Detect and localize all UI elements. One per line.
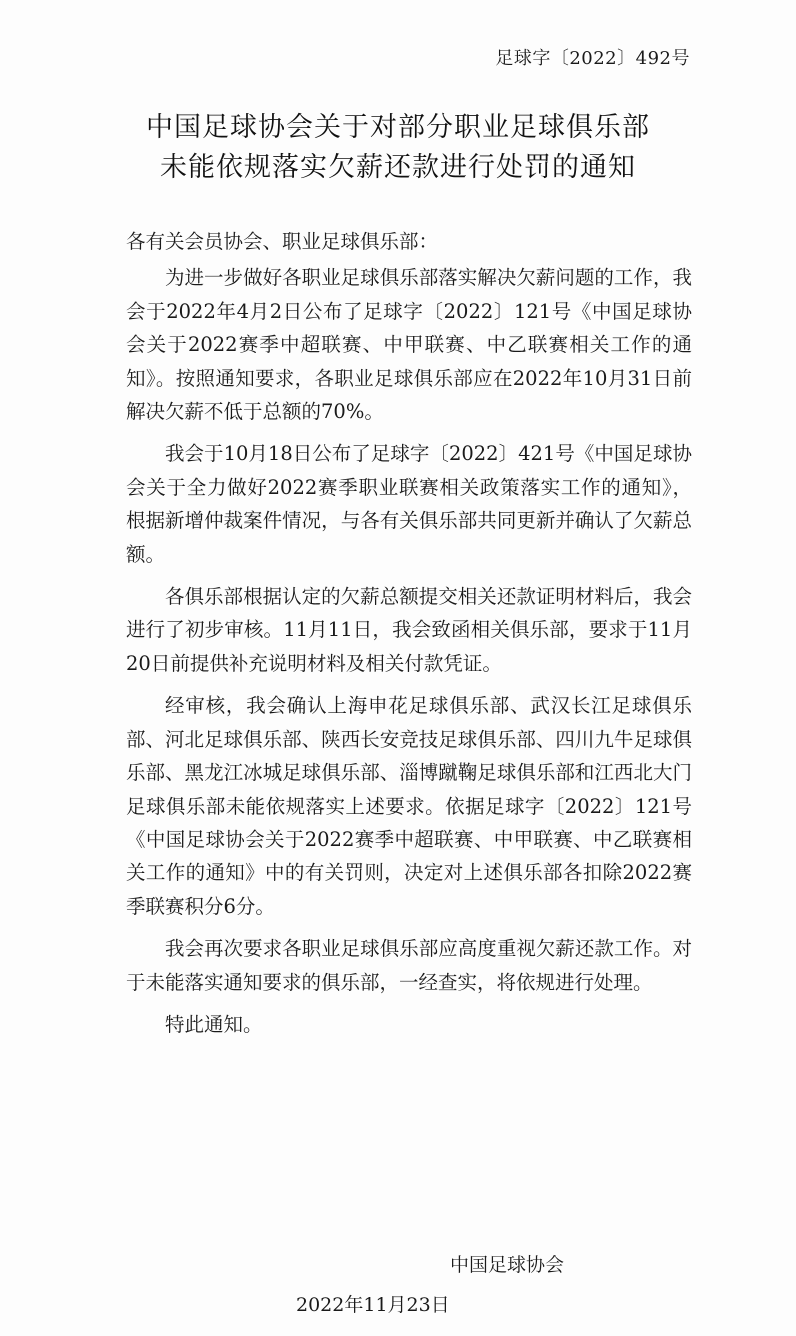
issue-date: 2022年11月23日 xyxy=(296,1294,450,1316)
document-number: 足球字〔2022〕492号 xyxy=(495,48,690,69)
paragraph-3: 各俱乐部根据认定的欠薪总额提交相关还款证明材料后，我会进行了初步审核。11月11日，我会致函相关俱乐部，要求于11月20日前提供补充说明材料及相关付款凭证。 xyxy=(126,585,692,675)
paragraph-5: 我会再次要求各职业足球俱乐部应高度重视欠薪还款工作。对于未能落实通知要求的俱乐部，一经查实，将依规进行处理。 xyxy=(126,937,692,994)
salutation: 各有关会员协会、职业足球俱乐部： xyxy=(126,230,439,253)
title-line-1: 中国足球协会关于对部分职业足球俱乐部 xyxy=(146,112,650,143)
document-title xyxy=(0,108,796,188)
issuer-signature: 中国足球协会 xyxy=(450,1254,565,1276)
paragraph-2: 我会于10月18日公布了足球字〔2022〕421号《中国足球协会关于全力做好2022赛季职业联赛相关政策落实工作的通知》，根据新增仲裁案件情况，与各有关俱乐部共同更新并确认了欠薪总额。 xyxy=(126,442,692,566)
title-line-2: 未能依规落实欠薪还款进行处罚的通知 xyxy=(160,152,636,183)
paragraph-1: 为进一步做好各职业足球俱乐部落实解决欠薪问题的工作，我会于2022年4月2日公布了足球字〔2022〕121号《中国足球协会关于2022赛季中超联赛、中甲联赛、中乙联赛相关工作的通知》。按照通知要求，各职业足球俱乐部应在2022年10月31日前解决欠薪不低于总额的70%。 xyxy=(126,266,692,424)
paragraph-4: 经审核，我会确认上海申花足球俱乐部、武汉长江足球俱乐部、河北足球俱乐部、陕西长安竞技足球俱乐部、四川九牛足球俱乐部、黑龙江冰城足球俱乐部、淄博蹴鞠足球俱乐部和江西北大门足球俱乐部未能依规落实上述要求。依据足球字〔2022〕121号《中国足球协会关于2022赛季中超联赛、中甲联赛、中乙联赛相关工作的通知》中的有关罚则，决定对上述俱乐部各扣除2022赛季联赛积分6分。 xyxy=(126,694,692,918)
document-body xyxy=(126,225,692,1041)
closing-line: 特此通知。 xyxy=(165,1012,263,1036)
